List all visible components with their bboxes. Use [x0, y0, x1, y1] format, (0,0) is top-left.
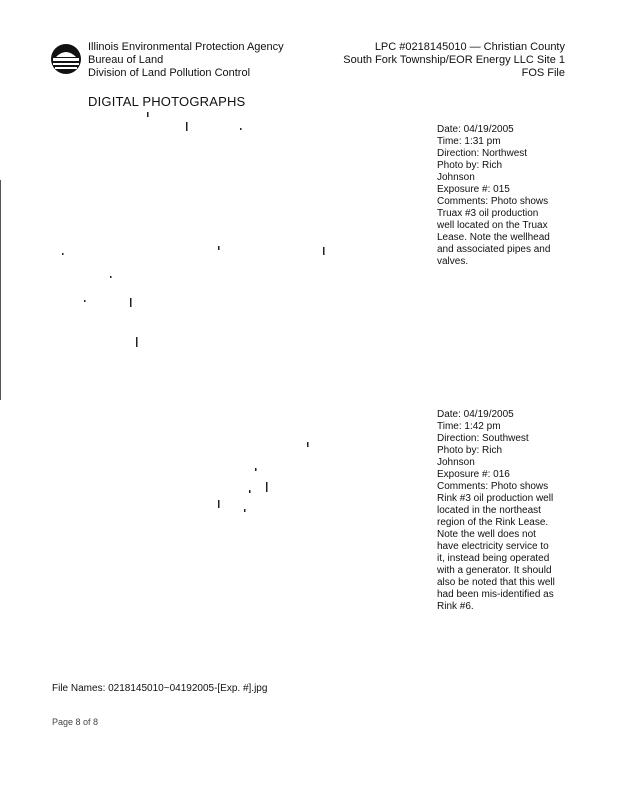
page-number: Page 8 of 8 — [52, 717, 99, 727]
photo-1-exposure: Exposure #: 015 — [437, 184, 510, 195]
photo-1-caption — [437, 124, 562, 268]
photo-1-area — [52, 118, 422, 383]
photo-2-exposure: Exposure #: 016 — [437, 469, 510, 480]
photo-2-date: Date: 04/19/2005 — [437, 409, 514, 420]
site-name: South Fork Township/EOR Energy LLC Site 1 — [343, 54, 565, 66]
photo-2-comments: Comments: Photo shows Rink #3 oil production well located in the northeast region of the Rink Lease. Note the well does not have electricity service to it, instead being operated with a generator. It should also be noted that this well had been mis-identified as Rink #6. — [437, 481, 555, 612]
file-type: FOS File — [521, 67, 565, 79]
illinois-epa-logo — [50, 43, 82, 75]
file-names: File Names: 0218145010~04192005-[Exp. #].jpg — [52, 683, 268, 694]
division-name: Division of Land Pollution Control — [88, 67, 251, 79]
photo-1-photographer: Photo by: Rich Johnson — [437, 160, 503, 183]
photo-2-direction: Direction: Southwest — [437, 433, 529, 444]
photo-2-caption — [437, 409, 562, 613]
page-title: DIGITAL PHOTOGRAPHS — [88, 94, 246, 109]
photo-1-direction: Direction: Northwest — [437, 148, 528, 159]
scan-edge-line — [0, 180, 1, 400]
photo-1-time: Time: 1:31 pm — [437, 136, 501, 147]
bureau-name: Bureau of Land — [88, 54, 164, 66]
agency-block — [88, 41, 284, 80]
photo-2-time: Time: 1:42 pm — [437, 421, 501, 432]
agency-name: Illinois Environmental Protection Agency — [88, 41, 284, 53]
photo-1-date: Date: 04/19/2005 — [437, 124, 514, 135]
lpc-number: LPC #0218145010 — Christian County — [374, 41, 565, 53]
photo-2-photographer: Photo by: Rich Johnson — [437, 445, 503, 468]
photo-1-comments: Comments: Photo shows Truax #3 oil production well located on the Truax Lease. Note the wellhead and associated pipes and valves. — [437, 196, 551, 267]
photo-2-area — [52, 405, 422, 665]
site-block — [343, 41, 565, 80]
